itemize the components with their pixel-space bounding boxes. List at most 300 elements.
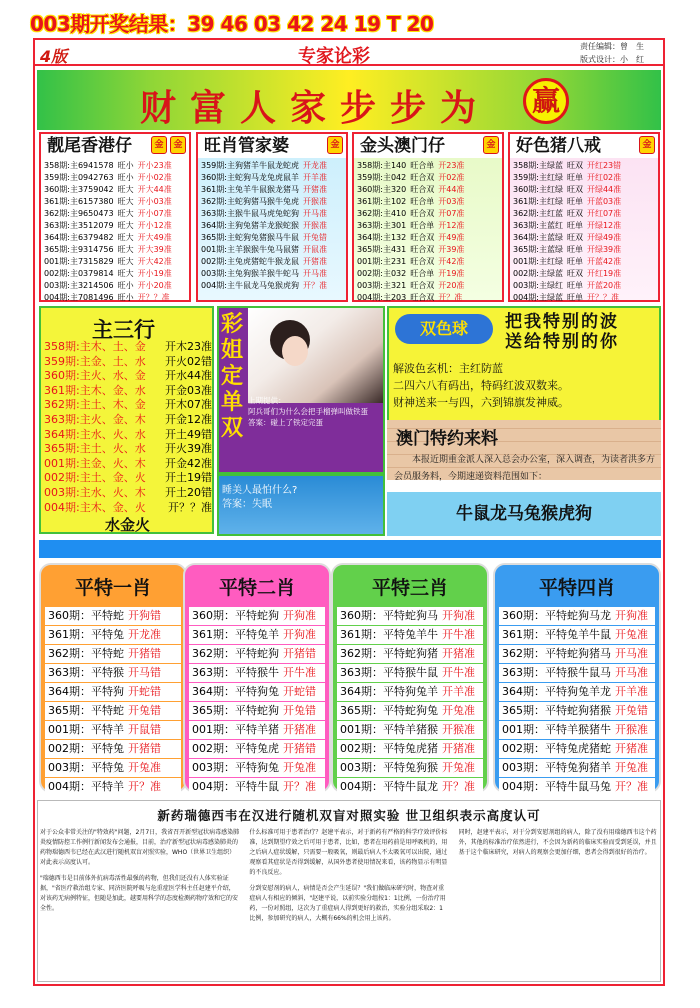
row-cell: 旺小 (117, 281, 134, 290)
page-number: 4版 (40, 47, 68, 66)
five-elements-row (44, 442, 212, 457)
news-paragraph: 什么标准可用于患者治疗？赵建平表示，对于新药有严格的科学疗效评价标准，达到期望疗效之后可用于患者，比如，患者在用药前是用呼吸机的，用之后病人症状缓解，只需要一般吸氧，则最后病人不太吸氧可以出院，通过观察看其症状是否得到缓解，从国外患者使用情况来看，该药物显示有明显的不良反应。 (249, 829, 448, 876)
pingte-row (189, 626, 325, 644)
pingte-result: 开牛准 (283, 666, 316, 679)
pingte-row (45, 759, 181, 777)
column-row (357, 220, 499, 232)
row-cell: 363期:主猴牛鼠马虎兔蛇狗 (201, 209, 299, 218)
five-elements-result: 开火02错 (165, 354, 212, 368)
row-cell: 001期:主231 (357, 257, 407, 266)
row-cell: 旺合双 (410, 233, 435, 242)
riddle-previous (248, 395, 383, 428)
pingte-period: 004期： (340, 780, 383, 793)
column-row (201, 232, 343, 244)
row-cell: 365期:主9314756 (44, 245, 114, 254)
row-result: 开大44准 (137, 185, 172, 194)
five-elements-pick: 361期:主木、金、水 (44, 383, 146, 397)
row-cell: 364期:主蓝绿 (513, 233, 563, 242)
row-cell: 004期:主绿蓝 (513, 293, 563, 302)
row-result: 开42准 (438, 257, 465, 266)
pingte-result: 开牛准 (442, 628, 475, 641)
column-row (44, 208, 186, 220)
pingte-result: 开蛇错 (283, 685, 316, 698)
pingte-period: 004期： (192, 780, 235, 793)
five-elements-pick: 002期:主土、金、火 (44, 471, 146, 485)
column-row (513, 244, 655, 256)
pingte-result: 开兔准 (283, 761, 316, 774)
pingte-row (189, 683, 325, 701)
row-cell: 363期:主3512079 (44, 221, 114, 230)
column-row (44, 244, 186, 256)
pingte-pick: 平特兔虎猪蛇 (545, 742, 611, 755)
pingte-pick: 平特兔羊牛 (383, 628, 438, 641)
row-cell: 003期:主3214506 (44, 281, 114, 290)
pingte-result: 开牛准 (442, 666, 475, 679)
five-elements-pick: 365期:主土、火、水 (44, 442, 146, 456)
row-cell: 358期:主6941578 (44, 161, 114, 170)
riddle-text (222, 484, 297, 512)
pingte-panel-1 (39, 563, 187, 793)
pingte-pick: 平特蛇狗 (235, 647, 279, 660)
pingte-period: 001期： (48, 723, 91, 736)
row-cell: 359期:主042 (357, 173, 407, 182)
pingte-result: 开？准 (283, 780, 316, 793)
pingte-period: 003期： (340, 761, 383, 774)
five-elements-result: 开水44准 (165, 369, 212, 383)
pingte-result: 开兔准 (128, 761, 161, 774)
row-result: 开20准 (438, 281, 465, 290)
column-box-macau (352, 132, 504, 302)
pingte-pick: 平特牛鼠龙 (383, 780, 438, 793)
pingte-result: 开羊准 (442, 685, 475, 698)
pingte-pick: 平特蛇 (91, 647, 124, 660)
editor-credits (580, 40, 644, 66)
row-cell: 359期:主狗猪羊牛鼠龙蛇虎 (201, 161, 299, 170)
news-column (249, 828, 448, 930)
divider-bar (39, 540, 661, 558)
row-cell: 旺大 (117, 257, 134, 266)
pingte-pick: 平特猴 (91, 666, 124, 679)
pingte-period: 361期： (502, 628, 545, 641)
pingte-row (499, 740, 655, 758)
row-cell: 旺双 (566, 209, 583, 218)
row-result: 开？？准 (137, 293, 170, 302)
column-box-color (508, 132, 660, 302)
pingte-period: 001期： (192, 723, 235, 736)
double-color-line: 二四六八有码出，特码红波双数来。 (393, 379, 569, 392)
five-elements-row (44, 369, 212, 384)
row-cell: 362期:主410 (357, 209, 407, 218)
pingte-row (337, 721, 483, 739)
row-result: 开23准 (438, 161, 465, 170)
double-color-line: 财神送来一与四，六到锦旗发神威。 (393, 396, 569, 409)
pingte-row (499, 759, 655, 777)
pingte-row (45, 721, 181, 739)
pingte-result: 开猪准 (615, 742, 648, 755)
vertical-title-char: 彩 (220, 312, 243, 337)
column-row (44, 220, 186, 232)
pingte-result: 开猴准 (442, 723, 475, 736)
column-row (44, 280, 186, 292)
column-row (44, 196, 186, 208)
pingte-period: 004期： (502, 780, 545, 793)
row-cell: 旺双 (566, 269, 583, 278)
pingte-title: 平特四肖 (538, 577, 615, 599)
row-result: 开？准 (302, 281, 327, 290)
row-result: 开19准 (438, 269, 465, 278)
pingte-row (45, 778, 181, 796)
column-title (41, 134, 189, 158)
riddle-previous-head: 上期提供： (248, 396, 286, 405)
pingte-period: 361期： (192, 628, 235, 641)
row-result: 开猴准 (302, 221, 327, 230)
pingte-period: 364期： (340, 685, 383, 698)
row-cell: 旺单 (566, 221, 583, 230)
column-title-text: 好色猪八戒 (516, 136, 601, 156)
five-elements-result: 开金42准 (165, 456, 212, 470)
news-column (459, 828, 658, 930)
five-elements-row (44, 413, 212, 428)
pingte-result: 开猴准 (615, 723, 648, 736)
five-elements-pick: 362期:主土、木、金 (44, 398, 146, 412)
row-cell: 旺合双 (410, 185, 435, 194)
pingte-row (337, 607, 483, 625)
column-row (201, 220, 343, 232)
row-cell: 旺单 (566, 197, 583, 206)
five-elements-pick: 001期:主金、火、木 (44, 456, 146, 470)
five-elements-row (44, 355, 212, 370)
row-cell: 003期:主兔狗猴羊猴牛蛇马 (201, 269, 299, 278)
five-elements-row (44, 340, 212, 355)
pingte-period: 365期： (192, 704, 235, 717)
double-color-line: 解波色玄机：主红防蓝 (393, 362, 503, 375)
row-cell: 旺大 (117, 197, 134, 206)
pingte-row (499, 683, 655, 701)
row-cell: 旺双 (566, 185, 583, 194)
row-cell: 365期:主蛇狗兔猪猴马牛鼠 (201, 233, 299, 242)
column-row (513, 196, 655, 208)
row-cell: 旺大 (117, 245, 134, 254)
row-cell: 362期:主红蓝 (513, 209, 563, 218)
row-cell: 旺双 (566, 161, 583, 170)
row-result: 开羊准 (302, 173, 327, 182)
pingte-pick: 平特蛇狗猪马 (545, 647, 611, 660)
pingte-row (337, 683, 483, 701)
pingte-result: 开马错 (128, 666, 161, 679)
column-box-zodiac (196, 132, 348, 302)
win-badge: 赢 (523, 78, 569, 124)
macau-special-text: 本报近期重金派人深入总会办公室，深入调查，为读者洪多方会员服务料，今期速递资料范围如下： (394, 455, 656, 482)
row-cell: 004期:主牛鼠龙马兔猴虎狗 (201, 281, 299, 290)
row-cell: 360期:主蛇狗马龙兔虎鼠羊 (201, 173, 299, 182)
row-result: 开49准 (438, 233, 465, 242)
five-elements-result: 开土19错 (165, 471, 212, 485)
pingte-period: 003期： (48, 761, 91, 774)
pingte-period: 360期： (192, 609, 235, 622)
five-elements-rows (44, 340, 212, 515)
five-elements-pick: 363期:主火、金、木 (44, 412, 146, 426)
row-cell: 旺单 (566, 257, 583, 266)
pingte-pick: 平特狗兔 (235, 685, 279, 698)
column-title-text: 旺肖管家婆 (204, 136, 289, 156)
pingte-result: 开？准 (442, 780, 475, 793)
designer-line: 版式设计：小 红 (580, 55, 644, 64)
pingte-pick: 平特猴牛鼠马 (545, 666, 611, 679)
vertical-title-char: 双 (220, 416, 243, 441)
column-row (357, 244, 499, 256)
column-row (357, 280, 499, 292)
pingte-row (189, 740, 325, 758)
row-cell: 360期:主红绿 (513, 185, 563, 194)
five-elements-result: 开土20错 (165, 485, 212, 499)
column-box-hk (39, 132, 191, 302)
pingte-result: 开兔准 (442, 761, 475, 774)
row-cell: 363期:主蓝红 (513, 221, 563, 230)
five-elements-result: 开火39准 (165, 442, 212, 456)
pingte-pick: 平特兔狗猴 (383, 761, 438, 774)
pingte-pick: 平特蛇狗马 (383, 609, 438, 622)
news-column (40, 828, 239, 930)
row-result: 开兔错 (302, 233, 327, 242)
pingte-row (337, 702, 483, 720)
row-cell: 363期:主301 (357, 221, 407, 230)
pingte-panel-2 (183, 563, 331, 793)
column-row (44, 172, 186, 184)
riddle-previous-question: 阿兵哥们为什么会把手榴弹叫做铁蛋 (248, 407, 368, 416)
pingte-row (45, 607, 181, 625)
column-row (357, 196, 499, 208)
column-row (513, 208, 655, 220)
row-result: 开小19准 (137, 269, 172, 278)
five-elements-row (44, 457, 212, 472)
five-elements-title: 主三行 (92, 318, 155, 342)
pingte-row (189, 607, 325, 625)
five-elements-result: 开木07准 (165, 398, 212, 412)
pingte-pick: 平特蛇 (91, 704, 124, 717)
column-row (44, 268, 186, 280)
row-cell: 362期:主9650473 (44, 209, 114, 218)
row-cell: 旺大 (117, 233, 134, 242)
pingte-period: 365期： (502, 704, 545, 717)
pingte-row (189, 664, 325, 682)
pingte-row (45, 740, 181, 758)
row-result: 开44准 (438, 185, 465, 194)
pingte-result: 开兔错 (615, 704, 648, 717)
column-row (357, 292, 499, 304)
pingte-period: 361期： (340, 628, 383, 641)
pingte-row (337, 778, 483, 796)
row-result: 开蓝42准 (586, 257, 622, 266)
row-result: 开小23准 (137, 161, 172, 170)
row-cell: 旺合双 (410, 209, 435, 218)
row-cell: 旺合双 (410, 257, 435, 266)
pingte-row (45, 664, 181, 682)
row-cell: 003期:主321 (357, 281, 407, 290)
double-color-heading (505, 312, 619, 352)
pingte-result: 开羊准 (615, 685, 648, 698)
column-row (201, 280, 343, 292)
pingte-period: 363期： (48, 666, 91, 679)
pingte-row (337, 645, 483, 663)
vertical-title-char: 单 (220, 390, 243, 415)
pingte-period: 004期： (48, 780, 91, 793)
row-cell: 361期:主兔羊牛鼠猴龙猪马 (201, 185, 299, 194)
row-cell: 360期:主320 (357, 185, 407, 194)
row-result: 开绿39准 (586, 245, 622, 254)
pingte-pick: 平特羊 (91, 723, 124, 736)
row-result: 开大49准 (137, 233, 172, 242)
column-rows (41, 158, 189, 306)
five-elements-pick: 360期:主火、水、金 (44, 369, 146, 383)
pingte-period: 003期： (192, 761, 235, 774)
pingte-result: 开猪准 (442, 742, 475, 755)
pingte-row (337, 759, 483, 777)
column-title-text: 靓尾香港仔 (47, 136, 132, 156)
row-result: 开马准 (302, 269, 327, 278)
row-cell: 旺合单 (410, 161, 435, 170)
pingte-row (499, 721, 655, 739)
pingte-pick: 平特羊 (91, 780, 124, 793)
row-result: 开小20准 (137, 281, 172, 290)
five-elements-pick: 364期:主水、火、水 (44, 427, 146, 441)
row-cell: 001期:主7315829 (44, 257, 114, 266)
pingte-period: 001期： (340, 723, 383, 736)
row-result: 开02准 (438, 173, 465, 182)
column-rows (354, 158, 502, 306)
row-cell: 002期:主兔虎猪蛇牛猴龙鼠 (201, 257, 299, 266)
column-row (513, 160, 655, 172)
row-result: 开绿49准 (586, 233, 622, 242)
pingte-pick: 平特羊猪 (235, 723, 279, 736)
pingte-period: 360期： (48, 609, 91, 622)
row-cell: 001期:主羊猴猴牛兔马鼠猪 (201, 245, 299, 254)
row-result: 开03准 (438, 197, 465, 206)
row-cell: 359期:主0942763 (44, 173, 114, 182)
row-result: 开小02准 (137, 173, 172, 182)
row-cell: 旺合双 (410, 173, 435, 182)
row-cell: 旺单 (566, 281, 583, 290)
pingte-result: 开狗准 (615, 609, 648, 622)
pingte-pick: 平特兔 (91, 761, 124, 774)
column-row (44, 256, 186, 268)
row-cell: 004期:主203 (357, 293, 407, 302)
pingte-result: 开？准 (615, 780, 648, 793)
pingte-pick: 平特牛鼠 (235, 780, 279, 793)
row-cell: 002期:主0379814 (44, 269, 114, 278)
pingte-row (45, 645, 181, 663)
pingte-pick: 平特蛇狗猪猴 (545, 704, 611, 717)
pingte-result: 开兔准 (615, 628, 648, 641)
five-elements-result: 开木23准 (165, 340, 212, 353)
pingte-result: 开猪错 (128, 742, 161, 755)
five-elements-pick: 004期:主木、金、火 (44, 500, 146, 514)
riddle-answer: 答案：失眠 (222, 499, 272, 510)
column-title-text: 金头澳门仔 (360, 136, 445, 156)
five-elements-pick: 358期:主木、土、金 (44, 340, 146, 353)
pingte-row (189, 702, 325, 720)
row-cell: 361期:主红绿 (513, 197, 563, 206)
pingte-title: 平特三肖 (371, 577, 448, 599)
pingte-result: 开猪准 (442, 647, 475, 660)
row-result: 开39准 (438, 245, 465, 254)
row-cell: 旺合单 (410, 221, 435, 230)
five-elements-pick: 359期:主金、土、水 (44, 354, 146, 368)
pingte-pick: 平特蛇狗兔 (383, 704, 438, 717)
pingte-result: 开兔错 (128, 704, 161, 717)
vertical-title-char: 姐 (220, 338, 243, 363)
row-result: 开大42准 (137, 257, 172, 266)
row-cell: 旺单 (566, 245, 583, 254)
five-elements-summary: 水金火 (105, 516, 151, 534)
row-result: 开？？准 (586, 293, 619, 302)
pingte-period: 363期： (502, 666, 545, 679)
news-paragraph: "瑞德西韦是目前体外抗病毒活性最强的药物，但我们还没有人体实验证据，"省医疗救治组专家、同济医院呼吸与危重症医学科主任赵建平介绍，对该药无病例特征，但随是加此，越要用科学的态度检测药物疗效和它的安全性。 (40, 875, 239, 912)
pingte-period: 002期： (502, 742, 545, 755)
row-result: 开红02准 (586, 173, 622, 182)
row-cell: 旺合双 (410, 281, 435, 290)
row-result: 开鼠准 (302, 245, 327, 254)
pingte-rows (45, 607, 181, 797)
five-elements-row (44, 384, 212, 399)
column-row (513, 268, 655, 280)
row-cell: 旺合双 (410, 293, 435, 302)
column-row (357, 172, 499, 184)
pingte-result: 开猪错 (283, 742, 316, 755)
column-row (513, 232, 655, 244)
pingte-row (499, 778, 655, 796)
row-cell: 361期:主6157380 (44, 197, 114, 206)
row-result: 开12准 (438, 221, 465, 230)
odd-even-vertical-title (220, 312, 244, 442)
row-result: 开绿44准 (586, 185, 622, 194)
five-elements-pick: 003期:主水、火、木 (44, 485, 146, 499)
pingte-pick: 平特狗 (91, 685, 124, 698)
column-title (198, 134, 346, 158)
row-result: 开小07准 (137, 209, 172, 218)
column-title (510, 134, 658, 158)
news-headline: 新药瑞德西韦在汉进行随机双盲对照实验 世卫组织表示高度认可 (157, 808, 541, 823)
pingte-panel-4 (493, 563, 661, 793)
pingte-row (499, 645, 655, 663)
pingte-row (499, 626, 655, 644)
five-elements-result: 开金12准 (165, 412, 212, 426)
column-row (201, 160, 343, 172)
column-row (513, 172, 655, 184)
column-row (357, 208, 499, 220)
five-elements-row (44, 501, 212, 516)
pingte-result: 开猪错 (128, 647, 161, 660)
pingte-rows (189, 607, 325, 797)
gold-badge-icon: 金 (483, 136, 499, 154)
pingte-pick: 平特羊猴猪牛 (545, 723, 611, 736)
pingte-pick: 平特蛇 (91, 609, 124, 622)
macau-special-answer: 牛鼠龙马兔猴虎狗 (387, 492, 661, 536)
pingte-pick: 平特兔狗猪羊 (545, 761, 611, 774)
row-cell: 旺小 (117, 173, 134, 182)
pingte-period: 365期： (48, 704, 91, 717)
model-photo (248, 308, 383, 403)
row-result: 开猴准 (302, 197, 327, 206)
double-color-heading-line: 送给特别的你 (505, 332, 619, 352)
column-row (44, 184, 186, 196)
pingte-rows (337, 607, 483, 797)
pingte-row (499, 607, 655, 625)
row-result: 开红19准 (586, 269, 622, 278)
pingte-pick: 平特牛鼠马兔 (545, 780, 611, 793)
pingte-result: 开蛇错 (128, 685, 161, 698)
pingte-pick: 平特兔虎猪 (383, 742, 438, 755)
gold-badge-icon: 金 (151, 136, 167, 154)
